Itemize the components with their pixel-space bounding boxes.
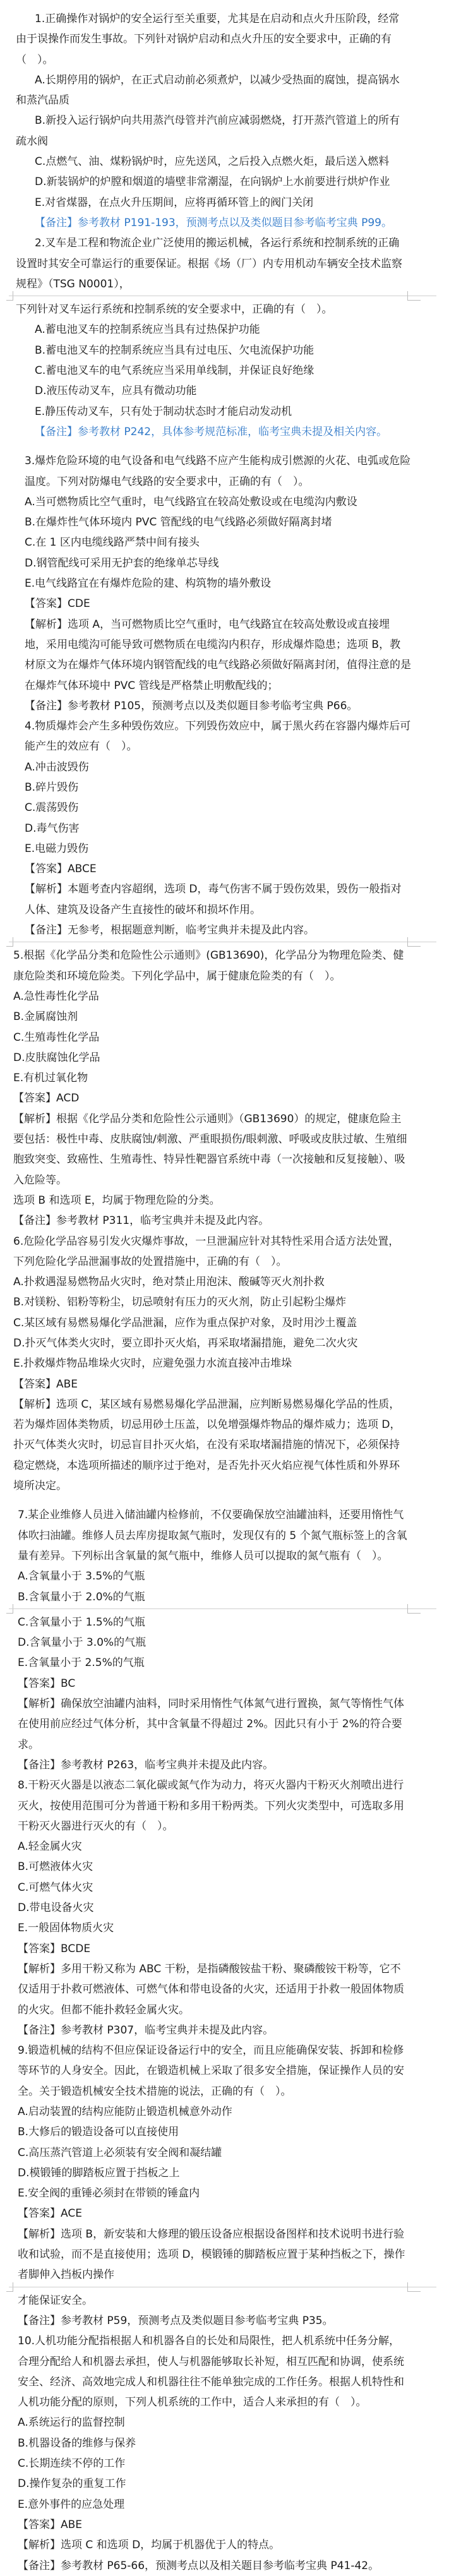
answer-option: A.启动装置的结构应能防止锻造机械意外动作: [18, 2105, 232, 2118]
answer-option: B.金属腐蚀剂: [13, 1010, 78, 1024]
answer-option: A.扑救遇湿易燃物品火灾时，绝对禁止用泡沫、酸碱等灭火剂扑救: [13, 1276, 325, 1289]
note-text: 【备注】参考教材 P307，临考宝典并未提及此内容。: [18, 2023, 274, 2037]
answer-option: B.可燃液体火灾: [18, 1860, 93, 1874]
answer-option: C.可燃气体火灾: [18, 1881, 93, 1894]
answer-option: C.在 1 区内电缆线路严禁中间有接头: [25, 536, 200, 549]
paragraph-text: 选项 B 和选项 E，均属于物理危险的分类。: [13, 1194, 220, 1207]
question-group: [0, 945, 449, 1496]
note-text: 【备注】参考教材 P59，预测考点及类似题目参考临考宝典 P35。: [18, 2314, 333, 2327]
page-corner-mark: [407, 291, 421, 301]
question-group: [0, 9, 449, 442]
answer-option: C.长期连续不停的工作: [18, 2457, 126, 2471]
question-stem: 1.正确操作对锅炉的安全运行至关重要，尤其是在启动和点火升压阶段，经常由于误操作而发生事故。下列针对锅炉启动和点火升压的安全要求中，正确的有（ ）。: [16, 13, 400, 66]
question-stem: 4.物质爆炸会产生多种毁伤效应。下列毁伤效应中，属于黑火药在容器内爆炸后可能产生的效应有（ ）。: [25, 720, 411, 753]
answer-option: D.含氧量小于 3.0%的气瓶: [18, 1636, 147, 1650]
analysis-text: 【解析】多用干粉又称为 ABC 干粉，是指磷酸铵盐干粉、聚磷酸铵干粉等，它不仅适用于扑救可燃液体、可燃气体和带电设备的火灾，还适用于扑救一般固体物质的火灾。但都不能扑救轻金属火灾。: [18, 1962, 404, 2016]
note-text: 【备注】参考教材 P263，临考宝典并未提及此内容。: [18, 1758, 274, 1771]
answer-option: A.当可燃物质比空气重时，电气线路宜在较高处敷设或在电缆沟内敷设: [25, 495, 357, 508]
answer-option: E.静压传动叉车，只有处于制动状态时才能启动发动机: [35, 405, 292, 418]
answer-option: B.对镁粉、铝粉等粉尘，切忌喷射有压力的灭火剂，防止引起粉尘爆炸: [13, 1296, 347, 1309]
answer-option: E.对省煤器，在点火升压期间，应将再循环管上的阀门关闭: [35, 196, 314, 209]
question-group: [0, 451, 449, 945]
question-stem: 8.干粉灭火器是以液态二氧化碳或氮气作为动力，将灭火器内干粉灭火剂喷出进行灭火，按使用范围可分为普通干粉和多用干粉两类。下列火灾类型中，可选取多用干粉灭火器进行灭火的有（ ）。: [18, 1779, 404, 1833]
note-text: 【备注】参考教材 P242，具体参考规范标准，临考宝典未提及相关内容。: [35, 425, 388, 438]
paragraph-text: 才能保证安全。: [18, 2294, 93, 2307]
question-stem: 7.某企业维修人员进入储油罐内检修前，不仅要确保放空油罐油料，还要用惰性气体吹扫油罐。维修人员去库房提取氮气瓶时，发现仅有的 5 个氮气瓶标签上的含氧量有差异。下列标出含氧量的氮气瓶中，维修人员可以提取的氮气瓶有（ ）。: [18, 1509, 407, 1562]
note-text: 【备注】参考教材 P311，临考宝典并未提及此内容。: [13, 1214, 270, 1228]
answer-option: D.钢管配线可采用无护套的绝缘单芯导线: [25, 556, 219, 570]
question-stem: 2.叉车是工程和物流企业广泛使用的搬运机械，各运行系统和控制系统的正确设置时其安全可靠运行的重要保证。根据《场（厂）内专用机动车辆安全技术监察规程》（TSG N0001），: [16, 237, 402, 291]
answer-option: C.含氧量小于 1.5%的气瓶: [18, 1615, 145, 1629]
page-break: [0, 294, 449, 299]
answer-option: A.轻金属火灾: [18, 1840, 82, 1854]
answer-key: 【答案】BC: [18, 1677, 76, 1690]
analysis-text: 【解析】选项 C 和选项 D，均属于机器优于人的特点。: [18, 2539, 280, 2552]
answer-option: D.新装锅炉的炉膛和烟道的墙壁非常潮湿，在向锅炉上水前要进行烘炉作业: [35, 176, 390, 189]
page-corner-mark: [407, 1604, 421, 1614]
answer-option: E.意外事件的应急处理: [18, 2498, 125, 2511]
answer-option: B.含氧量小于 2.0%的气瓶: [18, 1590, 145, 1603]
answer-option: B.在爆炸性气体环境内 PVC 管配线的电气线路必须做好隔离封堵: [25, 516, 332, 529]
question-stem: 9.锻造机械的结构不但应保证设备运行中的安全，而且应能确保安装、拆卸和检修等环节的人身安全。因此，在锻造机械上采取了很多安全措施，保证操作人员的安全。关于锻造机械安全技术措施的说法，正确的有（ ）。: [18, 2044, 404, 2098]
answer-option: B.蓄电池叉车的控制系统应当具有过电压、欠电流保护功能: [35, 344, 314, 357]
analysis-text: 【解析】根据《化学品分类和危险性公示通则》（GB13690）的规定，健康危险主要包括：极性中毒、皮肤腐蚀/刺激、严重眼损伤/眼刺激、呼吸或皮肤过敏、生殖细胞致突变、致癌性、生殖毒性、特异性靶器官系统中毒（一次接触和反复接触）、吸入危险等。: [13, 1112, 407, 1187]
note-text: 【备注】参考教材 P191-193，预测考点以及类似题目参考临考宝典 P99。: [35, 216, 392, 229]
answer-option: E.电磁力毁伤: [25, 842, 89, 855]
answer-key: 【答案】ACE: [18, 2207, 82, 2220]
answer-option: E.电气线路宜在有爆炸危险的建、构筑物的墙外敷设: [25, 577, 272, 590]
question-stem: 5.根据《化学品分类和危险性公示通则》(GB13690)，化学品分为物理危险类、健康危险类和环境危险类。下列化学品中，属于健康危险类的有（ ）。: [13, 949, 404, 983]
answer-option: E.含氧量小于 2.5%的气瓶: [18, 1656, 145, 1670]
answer-option: D.带电设备火灾: [18, 1902, 94, 1915]
answer-option: B.大修后的锻造设备可以直接使用: [18, 2126, 179, 2139]
answer-option: E.安全阀的重锤必须封在带锁的锤盒内: [18, 2187, 200, 2200]
answer-option: A.冲击波毁伤: [25, 760, 89, 774]
answer-option: E.扑救爆炸物品堆垛火灾时，应避免强力水流直接冲击堆垛: [13, 1357, 292, 1370]
answer-key: 【答案】CDE: [25, 597, 90, 611]
analysis-text: 【解析】选项 A，当可燃物质比空气重时，电气线路宜在较高处敷设或直接埋地，采用电缆沟可能导致可燃物质在电缆沟内积存，形成爆炸隐患；选项 B，教材原文为在爆炸气体环境内钢管配线的电气线路必须做好隔离封闭，值得注意的是在爆炸气体环境中 PVC 管线是严格禁止明敷配线的；: [25, 618, 411, 692]
analysis-text: 【解析】选项 B，新安装和大修理的锻压设备应根据设备图样和技术说明书进行验收和试验，而不是直接使用；选项 D，模锻锤的脚踏板应置于某种挡板之下，操作者脚伸入挡板内操作: [18, 2227, 405, 2282]
answer-option: C.高压蒸汽管道上必须装有安全阀和凝结罐: [18, 2146, 222, 2159]
answer-option: C.震荡毁伤: [25, 801, 79, 815]
answer-option: D.皮肤腐蚀化学品: [13, 1051, 100, 1064]
answer-option: C.蓄电池叉车的电气系统应当采用单线制，并保证良好绝缘: [35, 364, 314, 378]
question-group: [0, 1505, 449, 2575]
question-stem: 10.人机功能分配指根据人和机器各自的长处和局限性，把人机系统中任务分解，合理分配给人和机器去承担，使人与机器能够取长补短，相互匹配和协调，使系统安全、经济、高效地完成人和机器往往不能单独完成的工作任务。根据人机特性和人机功能分配的原则，下列人机系统的工作中，适合人来承担的有（ ）。: [18, 2335, 404, 2409]
answer-option: D.毒气伤害: [25, 822, 80, 835]
note-text: 【备注】无参考，根据题意判断，临考宝典并未提及此内容。: [25, 924, 314, 937]
answer-key: 【答案】ABE: [13, 1377, 78, 1391]
analysis-text: 【解析】本题考查内容超纲，选项 D，毒气伤害不属于毁伤效果，毁伤一般指对人体、建筑及设备产生直接性的破坏和损坏作用。: [25, 883, 402, 916]
paragraph-text: 下列针对叉车运行系统和控制系统的安全要求中，正确的有（ ）。: [16, 303, 333, 316]
page-break: [0, 1607, 449, 1612]
answer-option: D.操作复杂的重复工作: [18, 2477, 126, 2491]
analysis-text: 【解析】确保放空油罐内油料，同时采用惰性气体氮气进行置换，氮气等惰性气体在使用前应经过气体分析，其中含氧量不得超过 2%。因此只有小于 2%的符合要求。: [18, 1698, 404, 1751]
page-break: [0, 2285, 449, 2291]
page-break: [0, 940, 449, 945]
answer-option: D.液压传动叉车，应具有微动功能: [35, 385, 197, 398]
note-text: 【备注】参考教材 P65-66，预测考点以及相关题目参考临考宝典 P41-42。: [18, 2559, 380, 2572]
answer-option: E.一般固体物质火灾: [18, 1922, 114, 1935]
answer-key: 【答案】ABCE: [25, 863, 97, 876]
question-stem: 6.危险化学品容易引发火灾爆炸事故，一旦泄漏应针对其特性采用合适方法处置，下列危险化学品泄漏事故的处置措施中，正确的有（ ）。: [13, 1235, 400, 1268]
answer-option: B.新投入运行锅炉向共用蒸汽母管并汽前应减弱燃烧，打开蒸汽管道上的所有疏水阀: [16, 114, 400, 148]
answer-option: C.生殖毒性化学品: [13, 1031, 100, 1044]
note-text: 【备注】参考教材 P105，预测考点以及类似题目参考临考宝典 P66。: [25, 699, 358, 712]
answer-option: D.模锻锤的脚踏板应置于挡板之上: [18, 2166, 180, 2179]
answer-option: A.急性毒性化学品: [13, 990, 99, 1003]
question-stem: 3.爆炸危险环境的电气设备和电气线路不应产生能构成引燃源的火花、电弧或危险温度。下列对防爆电气线路的安全要求中，正确的有（ ）。: [25, 455, 411, 488]
answer-option: D.扑灭气体类火灾时，要立即扑灭火焰，再采取堵漏措施，避免二次火灾: [13, 1337, 358, 1350]
answer-option: C.点燃气、油、煤粉锅炉时，应先送风，之后投入点燃火炬，最后送入燃料: [35, 155, 390, 169]
answer-option: A.蓄电池叉车的控制系统应当具有过热保护功能: [35, 323, 260, 337]
answer-option: A.系统运行的监督控制: [18, 2416, 125, 2429]
answer-key: 【答案】BCDE: [18, 1942, 91, 1955]
answer-option: B.机器设备的维修与保养: [18, 2436, 136, 2450]
document-body: [0, 9, 449, 2576]
answer-key: 【答案】ABE: [18, 2518, 83, 2531]
page-corner-mark: [407, 2282, 421, 2292]
answer-option: E.有机过氧化物: [13, 1072, 88, 1085]
answer-option: C.某区域有易燃易爆化学品泄漏，应作为重点保护对象，及时用沙土覆盖: [13, 1316, 357, 1329]
answer-option: A.长期停用的锅炉，在正式启动前必须煮炉，以减少受热面的腐蚀，提高锅水和蒸汽品质: [16, 73, 400, 107]
answer-key: 【答案】ACD: [13, 1092, 80, 1105]
answer-option: A.含氧量小于 3.5%的气瓶: [18, 1570, 145, 1583]
analysis-text: 【解析】选项 C，某区域有易燃易爆化学品泄漏，应判断易燃易爆化学品的性质，若为爆炸固体类物质，切忌用砂土压盖，以免增强爆炸物品的爆炸威力；选项 D，扑灭气体类火灾时，切忌盲目扑灭火焰，在没有采取堵漏措施的情况下，必须保持稳定燃烧，本选项所描述的顺序过于绝对，是否先扑灭火焰应视气体性质和外界环境所决定。: [13, 1398, 401, 1493]
answer-option: B.碎片毁伤: [25, 781, 79, 794]
